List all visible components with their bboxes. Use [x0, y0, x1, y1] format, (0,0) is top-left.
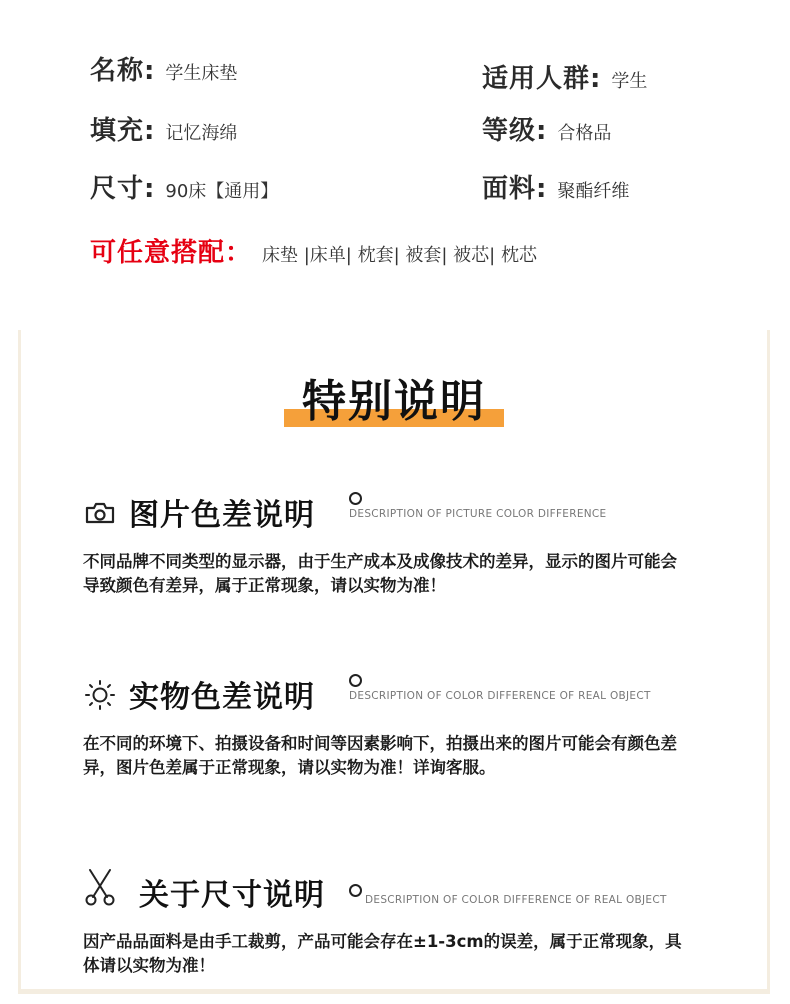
spec-crowd-value: 学生 — [611, 71, 648, 92]
note-head — [83, 868, 723, 916]
note-real-object-color — [83, 670, 723, 780]
spec-fabric-value: 聚酯纤维 — [557, 181, 630, 202]
camera-icon — [83, 496, 117, 530]
special-notes-panel — [18, 330, 770, 994]
note-picture-color — [83, 488, 723, 598]
spec-combo — [90, 232, 537, 269]
note-head — [83, 670, 723, 718]
spec-name-label: 名称: — [90, 56, 156, 86]
note-subtitle: DESCRIPTION OF COLOR DIFFERENCE OF REAL OBJECT — [365, 894, 667, 906]
note-subtitle: DESCRIPTION OF COLOR DIFFERENCE OF REAL OBJECT — [349, 690, 651, 702]
panel-title-wrap — [21, 365, 767, 429]
spec-fabric-label: 面料: — [482, 174, 548, 204]
note-body: 因产品品面料是由手工裁剪，产品可能会存在±1-3cm的误差，属于正常现象，具体请以实物为准！ — [83, 932, 682, 975]
spec-size-value: 90床【通用】 — [165, 181, 279, 202]
spec-combo-value: 床垫 |床单| 枕套| 被套| 被芯| 枕芯 — [262, 245, 537, 266]
circle-dot-icon — [349, 884, 362, 897]
note-body: 在不同的环境下、拍摄设备和时间等因素影响下，拍摄出来的图片可能会有颜色差异，图片色差属于正常现象，请以实物为准！详询客服。 — [83, 734, 677, 777]
note-title: 实物色差说明 — [129, 680, 315, 715]
spec-name — [90, 50, 237, 87]
spec-combo-label: 可任意搭配： — [90, 238, 253, 268]
circle-dot-icon — [349, 492, 362, 505]
panel-title-text: 特别说明 — [302, 376, 486, 427]
circle-dot-icon — [349, 674, 362, 687]
spec-filling-value: 记忆海绵 — [165, 123, 238, 144]
note-subtitle: DESCRIPTION OF PICTURE COLOR DIFFERENCE — [349, 508, 607, 520]
spec-filling — [90, 110, 237, 147]
note-size — [83, 868, 723, 978]
spec-size — [90, 168, 278, 205]
product-spec-section — [0, 0, 790, 300]
panel-title — [284, 365, 504, 429]
spec-grade-value: 合格品 — [557, 123, 612, 144]
spec-crowd-label: 适用人群: — [482, 64, 602, 94]
scissors-icon — [83, 866, 117, 908]
spec-fabric — [482, 168, 629, 205]
spec-size-label: 尺寸: — [90, 174, 156, 204]
spec-filling-label: 填充: — [90, 116, 156, 146]
note-body: 不同品牌不同类型的显示器，由于生产成本及成像技术的差异，显示的图片可能会导致颜色有差异，属于正常现象，请以实物为准！ — [83, 552, 677, 595]
sun-icon — [83, 678, 117, 712]
spec-name-value: 学生床垫 — [165, 63, 238, 84]
spec-crowd — [482, 58, 647, 95]
note-title: 关于尺寸说明 — [139, 878, 325, 913]
note-head — [83, 488, 723, 536]
spec-grade — [482, 110, 611, 147]
spec-grade-label: 等级: — [482, 116, 548, 146]
note-title: 图片色差说明 — [129, 498, 315, 533]
